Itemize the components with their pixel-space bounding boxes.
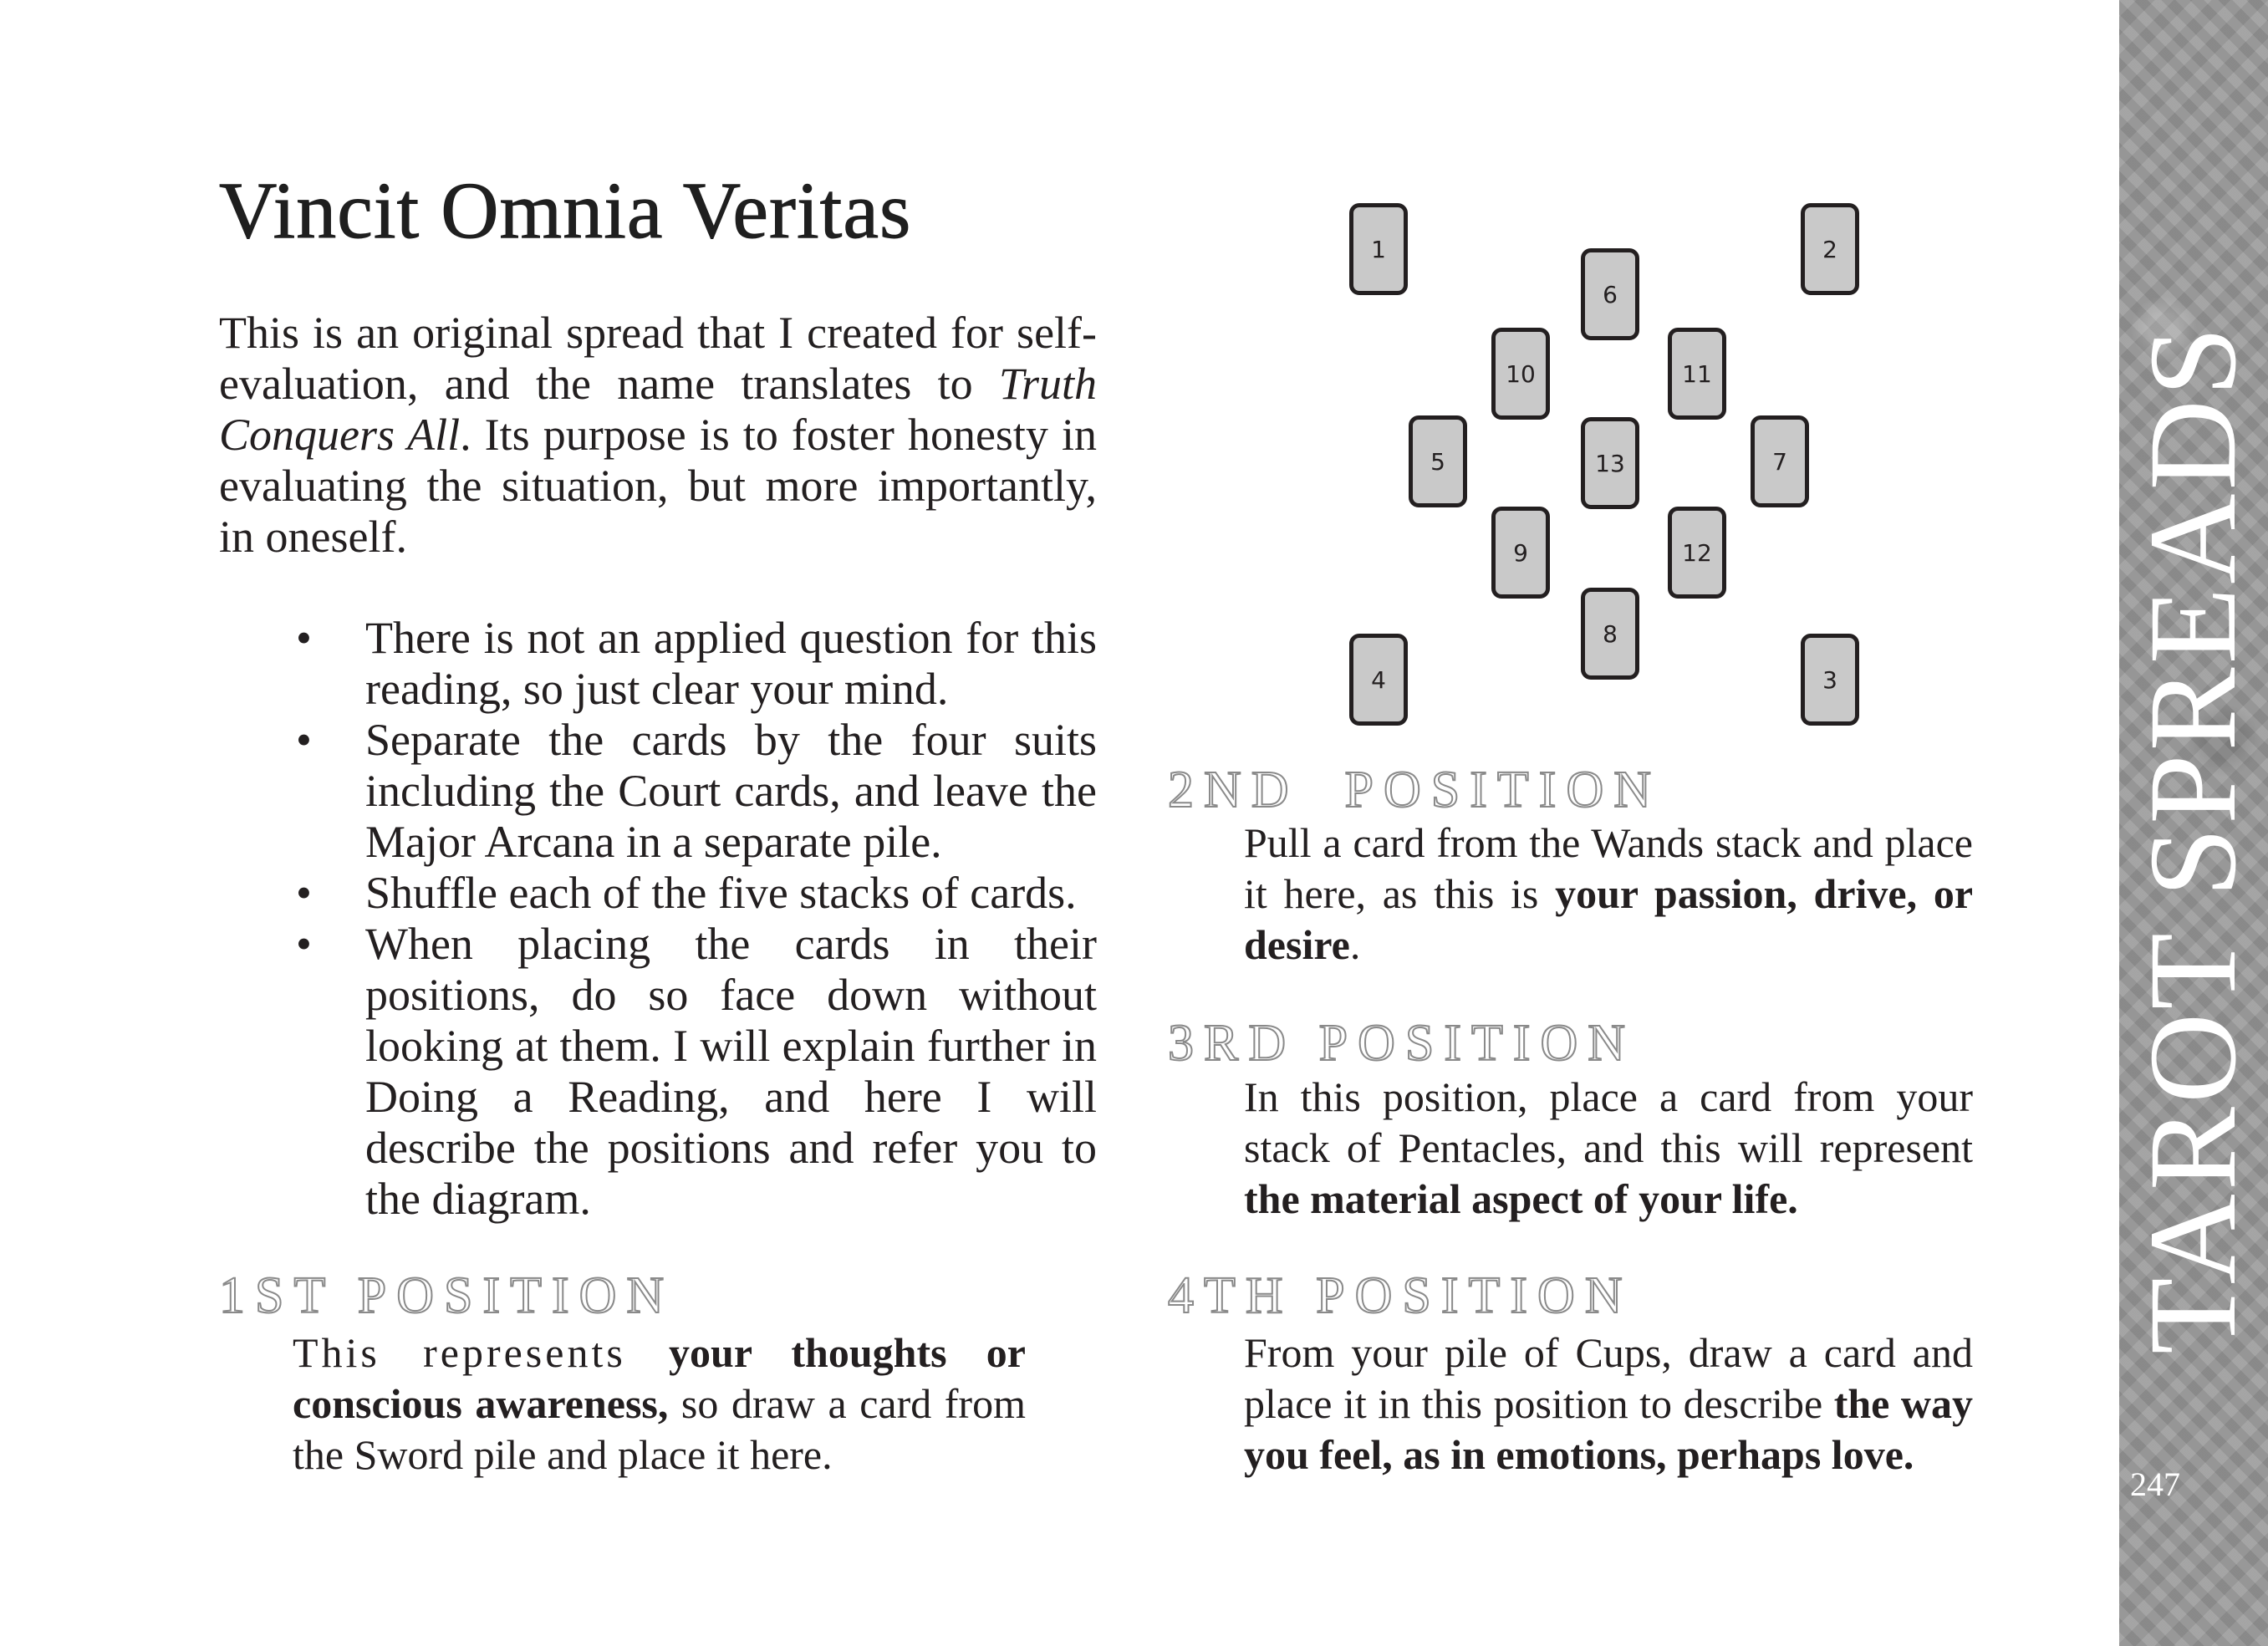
- card-position-3: 3: [1801, 634, 1859, 726]
- position-2-heading: 2ND POSITION: [1168, 762, 1661, 818]
- card-position-7: 7: [1751, 415, 1809, 507]
- list-item: [219, 868, 1097, 919]
- section-label: TAROT SPREADS: [2123, 323, 2262, 1354]
- card-position-2: 2: [1801, 203, 1859, 295]
- position-1-text: [293, 1328, 1026, 1480]
- card-position-1: 1: [1349, 203, 1408, 295]
- card-position-13: 13: [1581, 417, 1639, 509]
- bullet-marker: •: [296, 613, 312, 663]
- list-item-text: Shuffle each of the five stacks of cards.: [365, 868, 1077, 918]
- position-3-text-start: In this position, place a card from your stack of Pentacles, and this will represent: [1244, 1073, 1973, 1171]
- position-4-text-start: From your pile of Cups, draw a card and place it in this position to describe: [1244, 1329, 1973, 1427]
- position-3-text: [1244, 1072, 1973, 1225]
- intro-paragraph: [219, 308, 1097, 563]
- card-position-10: 10: [1491, 328, 1550, 420]
- intro-translation: Truth Conquers All: [219, 359, 1097, 460]
- card-position-9: 9: [1491, 507, 1550, 599]
- position-1-heading: 1ST POSITION: [219, 1267, 675, 1324]
- card-position-8: 8: [1581, 588, 1639, 680]
- position-2-text-end: .: [1349, 921, 1361, 968]
- position-4-emphasis: the way you feel, as in emotions, perhaps love.: [1244, 1380, 1973, 1478]
- bullet-marker: •: [296, 715, 312, 765]
- position-1-text-start: This represents: [293, 1329, 670, 1376]
- list-item: [219, 715, 1097, 868]
- card-position-5: 5: [1409, 415, 1467, 507]
- page-title: Vincit Omnia Veritas: [219, 166, 912, 255]
- position-2-text: [1244, 818, 1973, 971]
- position-2-text-start: Pull a card from the Wands stack and place it here, as this is: [1244, 819, 1973, 917]
- instruction-list: [219, 613, 1097, 1225]
- card-position-4: 4: [1349, 634, 1408, 726]
- position-3-heading: 3RD POSITION: [1168, 1015, 1636, 1072]
- position-1-emphasis: your thoughts or conscious awareness,: [293, 1329, 1026, 1427]
- list-item-text: Separate the cards by the four suits including the Court cards, and leave the Major Arcana in a separate pile.: [365, 715, 1097, 867]
- card-position-11: 11: [1668, 328, 1726, 420]
- bullet-marker: •: [296, 868, 312, 918]
- page-number: 247: [2130, 1465, 2180, 1503]
- spread-diagram: [1338, 196, 1873, 731]
- intro-text-end: . Its purpose is to foster honesty in evaluating the situation, but more importantly, in oneself.: [219, 410, 1097, 562]
- position-2-emphasis: your passion, drive, or desire: [1244, 870, 1974, 968]
- position-4-text: [1244, 1328, 1973, 1480]
- list-item-text: When placing the cards in their positions, do so face down without looking at them. I will explain further in Doing a Reading, and here I will describe the positions and refer you to the diagram.: [365, 919, 1097, 1224]
- list-item-text: There is not an applied question for this reading, so just clear your mind.: [365, 613, 1097, 714]
- bullet-marker: •: [296, 919, 312, 969]
- position-1-text-end: so draw a card from the Sword pile and place it here.: [293, 1380, 1026, 1478]
- card-position-12: 12: [1668, 507, 1726, 599]
- position-4-heading: 4TH POSITION: [1168, 1267, 1633, 1324]
- card-position-6: 6: [1581, 248, 1639, 340]
- intro-text-start: This is an original spread that I created for self-evaluation, and the name translates to: [219, 308, 1097, 409]
- list-item: [219, 613, 1097, 715]
- position-3-emphasis: the material aspect of your life.: [1244, 1175, 1798, 1222]
- list-item: [219, 919, 1097, 1225]
